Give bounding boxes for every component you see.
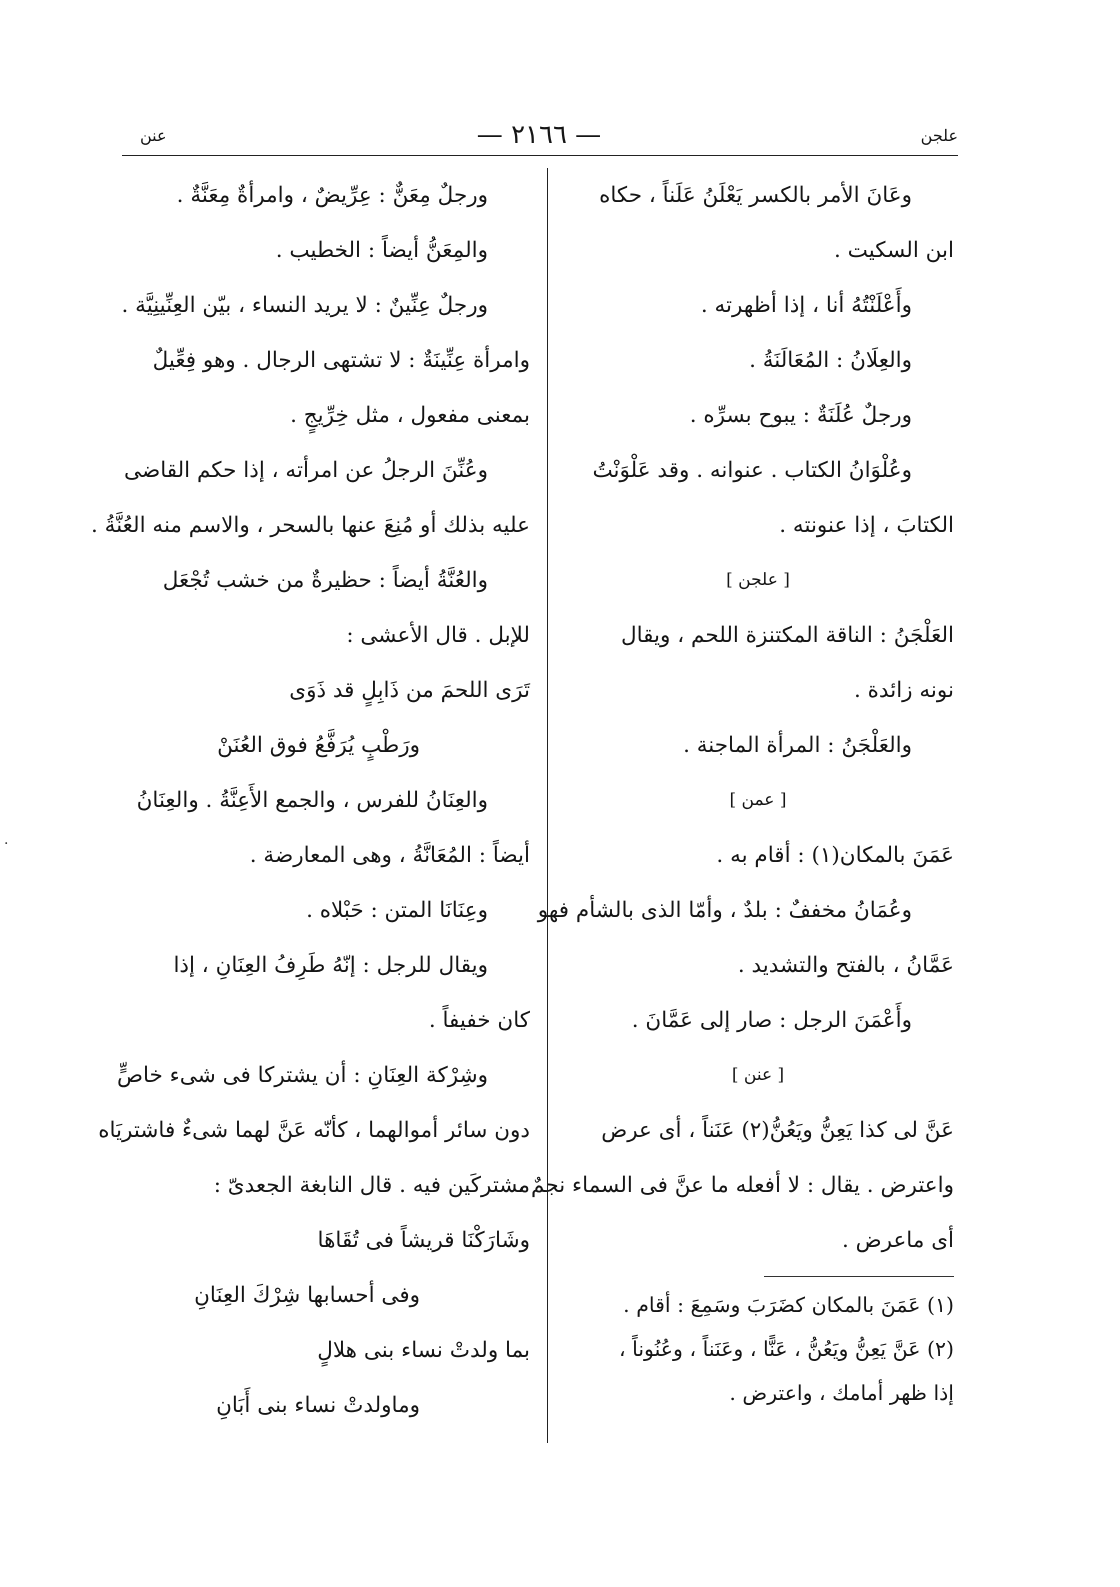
text-line: والعَلْجَنُ : المرأة الماجنة . [683,733,912,758]
footnote: (٢) عَنَّ يَعِنُّ ويَعُنُّ ، عَنًّا ، وعَنَناً ، وعُنُوناً ، [618,1337,954,1361]
text-line: وشِرْكة العِنَانِ : أن يشتركا فى شىء خاصٍّ [117,1063,488,1088]
verse-line: وفى أحسابها شِرْكَ العِنَانِ [194,1283,420,1308]
footnote: إذا ظهر أمامك ، واعترض . [729,1381,954,1405]
text-line: والعِلَانُ : المُعَالَنَةُ . [749,348,912,373]
header-left-word: عنن [140,126,167,145]
text-line: والمِعَنُّ أيضاً : الخطيب . [275,238,488,263]
margin-mark: · [4,836,9,852]
entry-heading: [ عمن ] [729,790,787,810]
text-line: أى ماعرض . [841,1228,954,1253]
text-line: بمعنى مفعول ، مثل خِرِّيجٍ . [290,403,530,428]
text-line: مشتركَين فيه . قال النابغة الجعدىّ : [213,1173,530,1198]
text-line: عليه بذلك أو مُنِعَ عنها بالسحر ، والاسم منه العُنَّةُ . [91,513,530,538]
verse-line: بما ولدتْ نساء بنى هلالٍ [317,1338,530,1363]
text-line: ورجلٌ مِعَنٌّ : عِرِّيضٌ ، وامرأةٌ مِعَنَّةٌ . [176,183,488,208]
text-line: دون سائر أموالهما ، كأنّه عَنَّ لهما شىءٌ فاشتريَاه [98,1118,530,1143]
text-line: العَلْجَنُ : الناقة المكتنزة اللحم ، ويقال [621,623,954,648]
text-line: وأَعْلَنْتُهُ أنا ، إذا أظهرته . [700,293,912,318]
text-line: ابن السكيت . [833,238,954,263]
text-line: ورجلٌ عُلَنَةٌ : يبوح بسرِّه . [689,403,912,428]
text-line: كان خفيفاً . [428,1008,530,1033]
header-rule [122,155,958,156]
left-column [91,168,530,1433]
text-line: ويقال للرجل : إنّهُ طَرِفُ العِنَانِ ، إذا [173,953,488,978]
text-line: وأَعْمَنَ الرجل : صار إلى عَمَّانَ . [631,1008,912,1033]
text-line: واعترض . يقال : لا أفعله ما عنَّ فى السماء نجمٌ ، [517,1173,954,1198]
text-line: الكتابَ ، إذا عنونته . [779,513,954,538]
entry-heading: [ علجن ] [726,570,790,590]
right-column [517,168,954,1415]
page-number: — ٢١٦٦ — [476,120,602,150]
text-line: أيضاً : المُعَانَّةُ ، وهى المعارضة . [249,843,530,868]
text-line: نونه زائدة . [854,678,954,703]
text-line: عَمَّانُ ، بالفتح والتشديد . [737,953,954,978]
text-line: عَمَنَ بالمكان(١) : أقام به . [716,843,954,868]
text-line: للإبل . قال الأعشى : [346,623,530,648]
footnote: (١) عَمَنَ بالمكان كضَرَبَ وسَمِعَ : أقام . [623,1293,954,1317]
verse-line: وشَارَكْنَا قريشاً فى تُقَاهَا [317,1228,530,1253]
verse-line: ورَطْبٍ يُرَفَّعُ فوق العُنَنْ [217,733,420,758]
text-line: وعَانَ الأمر بالكسر يَعْلَنُ عَلَناً ، حكاه [599,183,912,208]
verse-line: وماولدتْ نساء بنى أَبَانِ [216,1393,420,1418]
header-right-word: علجن [920,126,958,145]
text-line: وعُنِّنَ الرجلُ عن امرأته ، إذا حكم القاضى [124,458,488,483]
footnote-rule [764,1276,954,1277]
column-divider [547,168,548,1443]
text-line: والعُنَّةُ أيضاً : حظيرةٌ من خشب تُجْعَل [162,568,488,593]
page-header [120,120,958,156]
text-line: وعُمَانُ مخففٌ : بلدٌ ، وأمّا الذى بالشأم فهو [537,898,912,923]
entry-heading: [ عنن ] [731,1065,785,1085]
text-line: وعُلْوَانُ الكتاب . عنوانه . وقد عَلْوَنْتُ [592,458,912,483]
text-line: وعِنَانَا المتن : حَبْلاه . [306,898,488,923]
text-line: وامرأة عِنِّينَةٌ : لا تشتهى الرجال . وهو فِعِّيلٌ [152,348,530,373]
text-line: ورجلٌ عِنِّينٌ : لا يريد النساء ، بيّن العِنِّينِيَّة . [121,293,488,318]
text-line: عَنَّ لى كذا يَعِنُّ ويَعُنُّ(٢) عَنَناً ، أى عرض [601,1118,954,1143]
verse-line: تَرَى اللحمَ من ذَابِلٍ قد ذَوَى [289,678,530,703]
text-line: والعِنَانُ للفرس ، والجمع الأَعِنَّةُ . والعِنَانُ [136,788,488,813]
